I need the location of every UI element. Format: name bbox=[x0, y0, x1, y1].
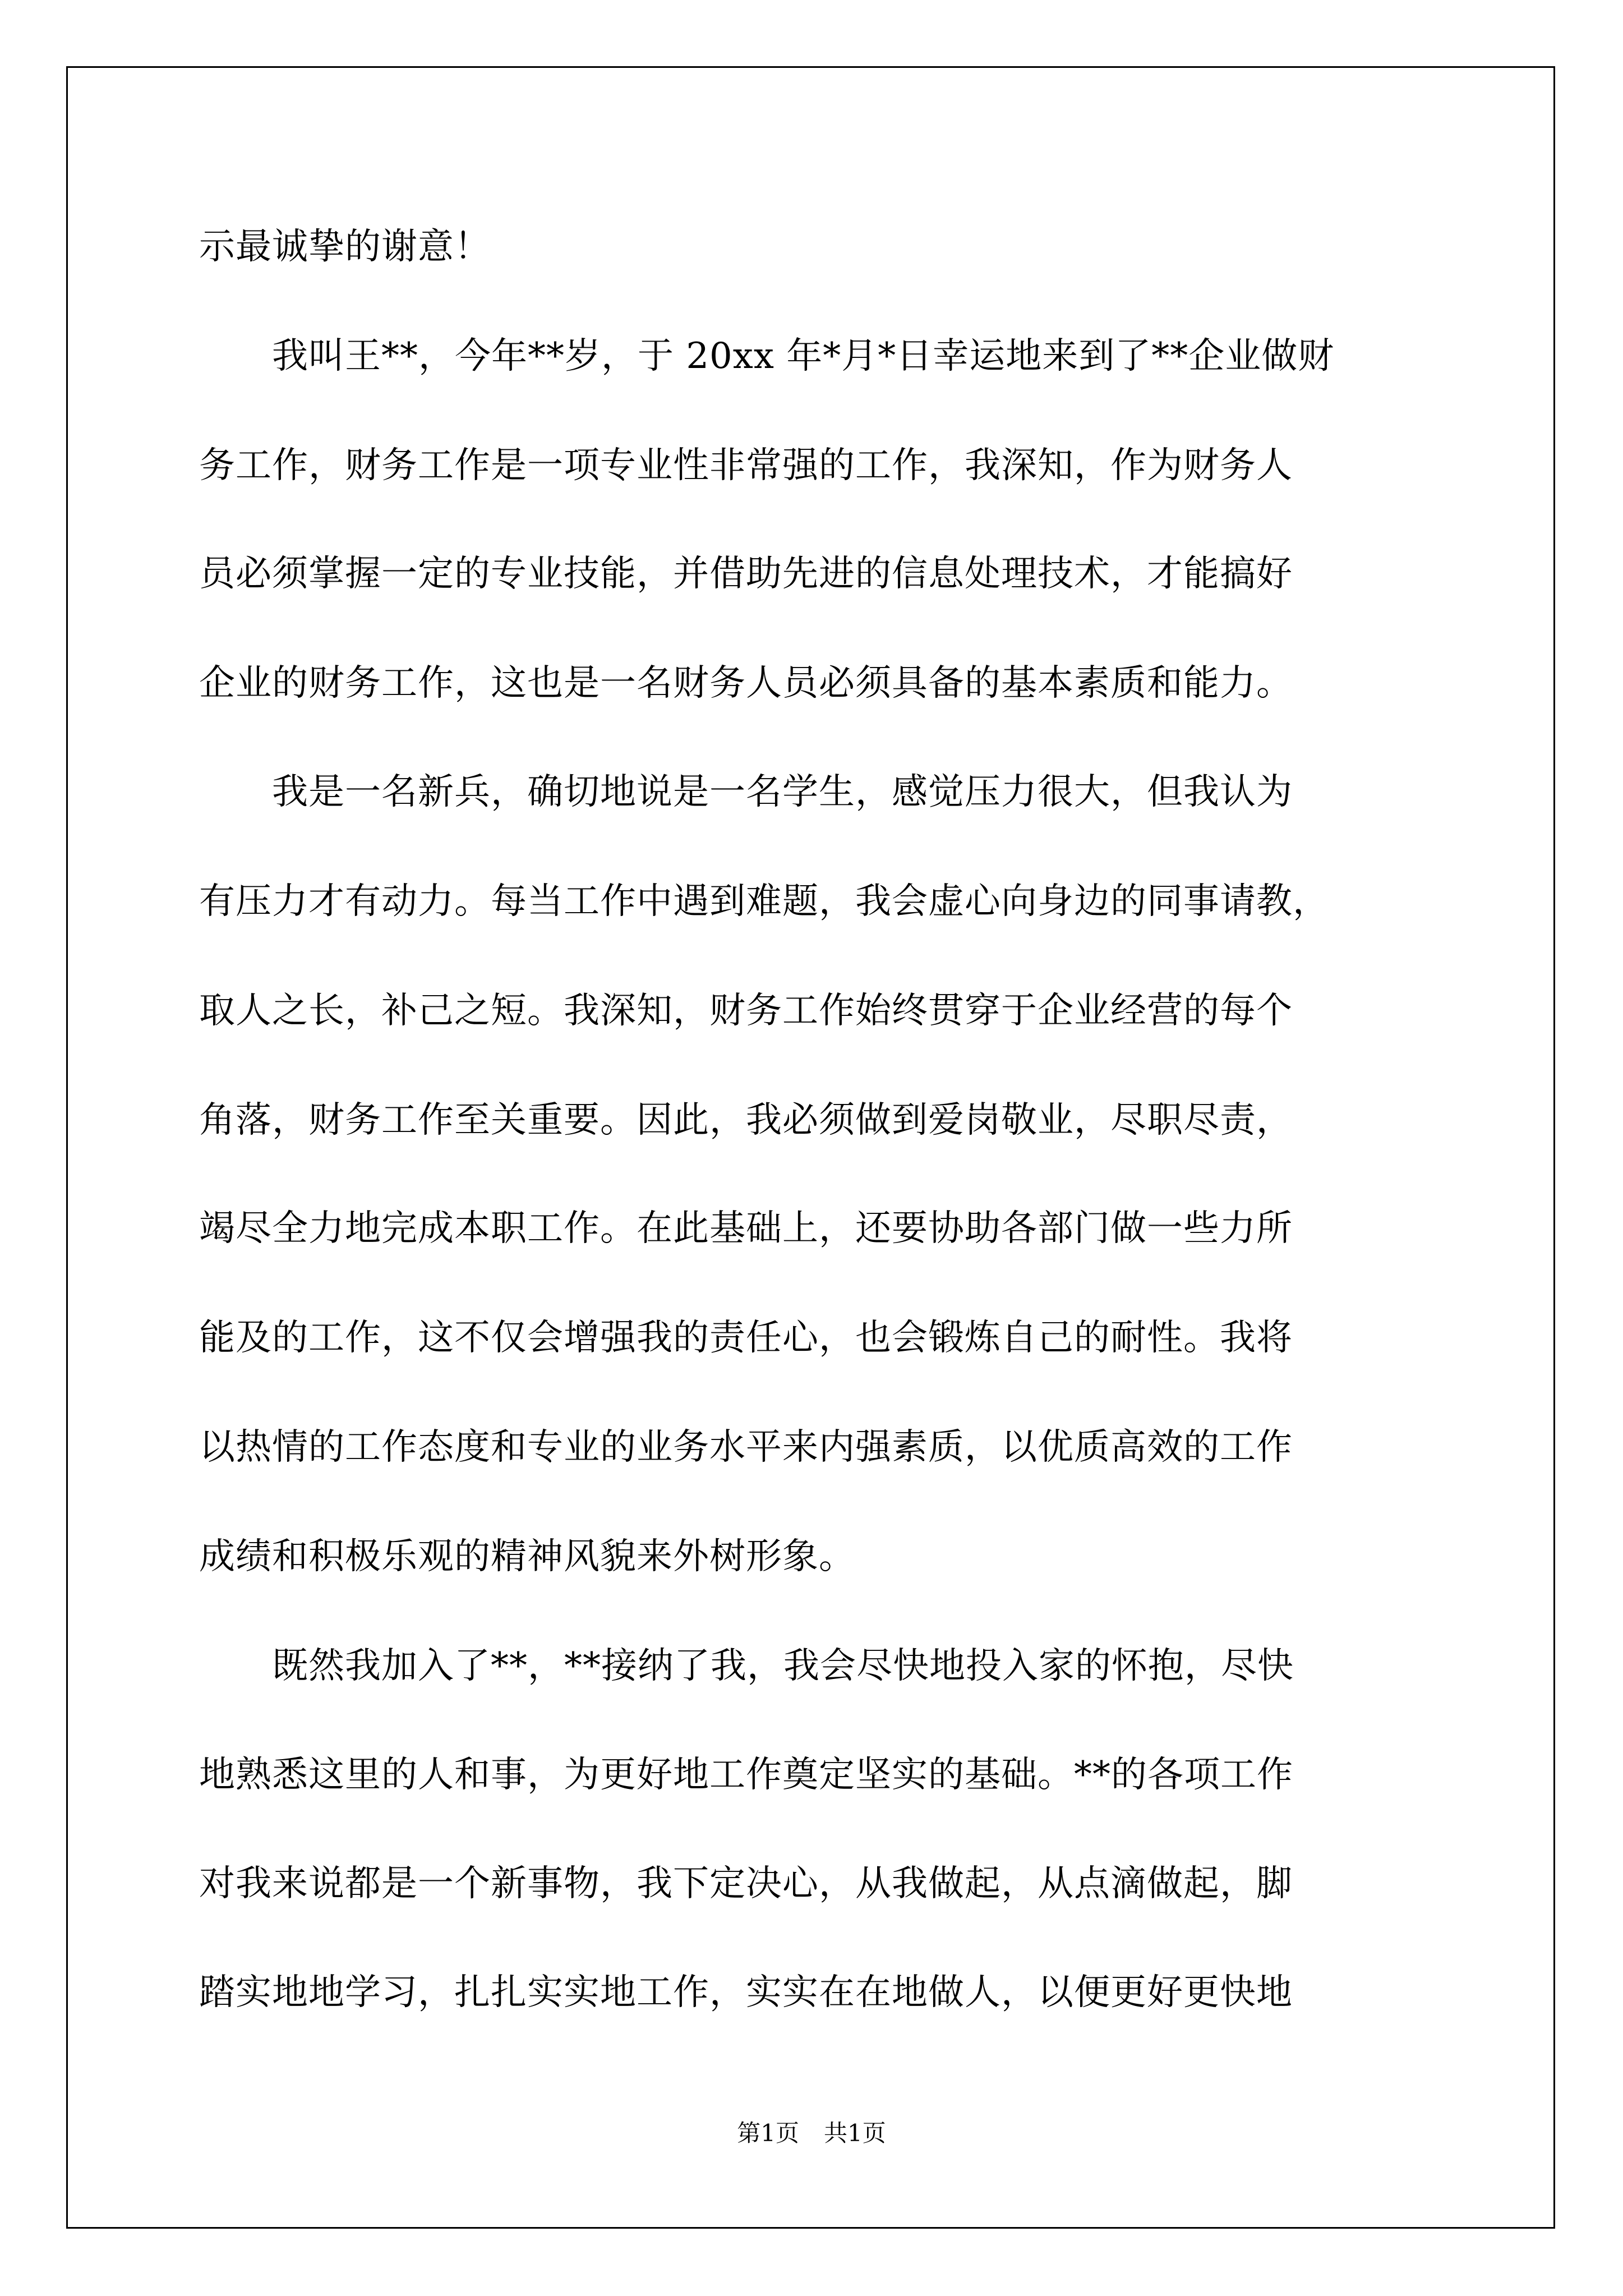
text-line: 取人之长，补己之短。我深知，财务工作始终贯穿于企业经营的每个 bbox=[199, 990, 1293, 1032]
page-total: 共1页 bbox=[824, 2119, 886, 2147]
text-line: 竭尽全力地完成本职工作。在此基础上，还要协助各部门做一些力所 bbox=[199, 1208, 1293, 1249]
text-line: 既然我加入了**，**接纳了我，我会尽快地投入家的怀抱，尽快 bbox=[199, 1645, 1294, 1687]
text-line: 角落，财务工作至关重要。因此，我必须做到爱岗敬业，尽职尽责， bbox=[199, 1099, 1293, 1141]
text-line: 能及的工作，这不仅会增强我的责任心，也会锻炼自己的耐性。我将 bbox=[199, 1317, 1293, 1359]
text-line: 以热情的工作态度和专业的业务水平来内强素质，以优质高效的工作 bbox=[199, 1427, 1293, 1468]
text-line: 务工作，财务工作是一项专业性非常强的工作，我深知，作为财务人 bbox=[199, 445, 1293, 486]
text-line: 有压力才有动力。每当工作中遇到难题，我会虚心向身边的同事请教， bbox=[199, 881, 1329, 922]
text-line: 我是一名新兵，确切地说是一名学生，感觉压力很大，但我认为 bbox=[199, 771, 1293, 813]
text-line: 地熟悉这里的人和事，为更好地工作奠定坚实的基础。**的各项工作 bbox=[199, 1754, 1293, 1796]
page-number: 第1页 bbox=[737, 2119, 799, 2147]
text-line: 企业的财务工作，这也是一名财务人员必须具备的基本素质和能力。 bbox=[199, 662, 1293, 704]
text-line: 踏实地地学习，扎扎实实地工作，实实在在地做人，以便更好更快地 bbox=[199, 1972, 1293, 2013]
text-line: 示最诚挚的谢意！ bbox=[199, 226, 491, 268]
page-footer bbox=[0, 2118, 1623, 2149]
text-line: 成绩和积极乐观的精神风貌来外树形象。 bbox=[199, 1536, 855, 1577]
text-line: 员必须掌握一定的专业技能，并借助先进的信息处理技术，才能搞好 bbox=[199, 553, 1293, 595]
text-line: 我叫王**，今年**岁，于 20xx 年*月*日幸运地来到了**企业做财 bbox=[199, 335, 1335, 377]
text-line: 对我来说都是一个新事物，我下定决心，从我做起，从点滴做起，脚 bbox=[199, 1863, 1293, 1904]
